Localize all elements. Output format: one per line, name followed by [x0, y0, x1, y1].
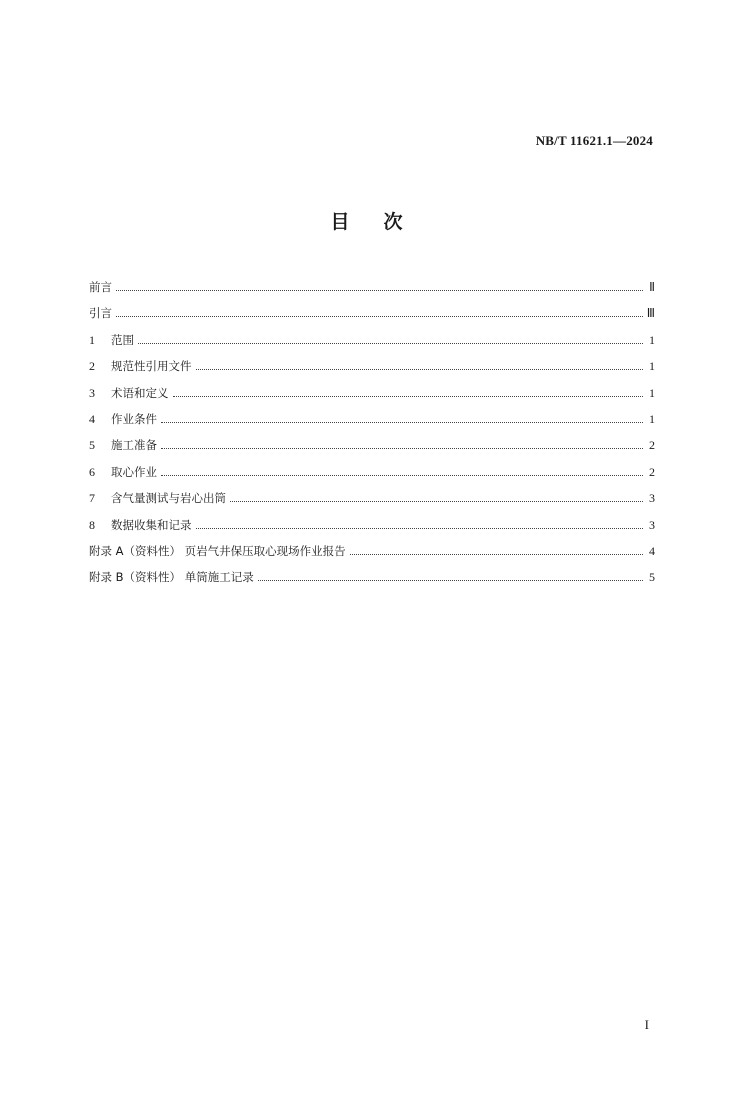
toc-dot-leader — [350, 554, 643, 555]
toc-entry-page: 3 — [649, 491, 655, 506]
toc-entry-number: 6 — [89, 464, 95, 479]
toc-entry-number: 3 — [89, 385, 95, 400]
toc-entry-introduction[interactable] — [89, 305, 655, 331]
toc-entry-page: 2 — [649, 438, 655, 453]
toc-entry-page: 1 — [649, 332, 655, 347]
toc-entry-page: Ⅱ — [649, 280, 655, 294]
page-number: I — [644, 1017, 649, 1032]
toc-entry-number: 4 — [89, 411, 95, 426]
toc-title: 目次 — [330, 211, 437, 233]
toc-entry-foreword[interactable] — [89, 279, 655, 305]
toc-entry-construction-preparation[interactable] — [89, 437, 655, 463]
toc-entry-label: 前言 — [89, 280, 112, 294]
toc-entry-page: 5 — [649, 570, 655, 585]
toc-entry-label: 含气量测试与岩心出筒 — [111, 491, 226, 506]
toc-entry-label: 规范性引用文件 — [111, 359, 192, 374]
toc-entry-number: 1 — [89, 332, 95, 347]
toc-entry-page: Ⅲ — [646, 306, 655, 321]
toc-dot-leader — [196, 528, 644, 529]
toc-entry-page: 1 — [649, 385, 655, 400]
toc-entry-operating-conditions[interactable] — [89, 411, 655, 437]
toc-dot-leader — [116, 290, 643, 291]
toc-entry-label: 施工准备 — [111, 438, 157, 453]
document-number: NB/T 11621.1—2024 — [535, 133, 653, 148]
table-of-contents — [89, 279, 655, 596]
toc-dot-leader — [258, 580, 643, 581]
toc-entry-page: 3 — [649, 517, 655, 532]
toc-dot-leader — [161, 448, 643, 449]
toc-entry-label: 范围 — [111, 332, 134, 347]
toc-dot-leader — [161, 422, 643, 423]
toc-entry-number: 2 — [89, 359, 95, 374]
toc-dot-leader — [161, 475, 643, 476]
toc-entry-data-collection[interactable] — [89, 517, 655, 543]
toc-entry-appendix-a[interactable] — [89, 543, 655, 569]
toc-entry-page: 1 — [649, 411, 655, 426]
toc-entry-appendix-b[interactable] — [89, 569, 655, 595]
toc-entry-label: 术语和定义 — [111, 385, 169, 400]
toc-entry-page: 2 — [649, 464, 655, 479]
toc-entry-label: 取心作业 — [111, 464, 157, 479]
toc-entry-label: 作业条件 — [111, 411, 157, 426]
toc-dot-leader — [196, 369, 644, 370]
toc-entry-number: 7 — [89, 491, 95, 506]
toc-entry-gas-content-test[interactable] — [89, 490, 655, 516]
toc-entry-number: 5 — [89, 438, 95, 453]
toc-entry-page: 4 — [649, 543, 655, 558]
toc-entry-scope[interactable] — [89, 332, 655, 358]
toc-entry-terms-definitions[interactable] — [89, 385, 655, 411]
toc-entry-number: 8 — [89, 517, 95, 532]
toc-dot-leader — [230, 501, 643, 502]
toc-entry-label: 附录 A（资料性） 页岩气井保压取心现场作业报告 — [89, 543, 346, 558]
toc-entry-coring-operation[interactable] — [89, 464, 655, 490]
toc-entry-normative-references[interactable] — [89, 358, 655, 384]
toc-dot-leader — [138, 343, 643, 344]
toc-dot-leader — [173, 396, 644, 397]
toc-entry-label: 附录 B（资料性） 单筒施工记录 — [89, 570, 254, 585]
toc-dot-leader — [116, 316, 643, 317]
toc-entry-label: 数据收集和记录 — [111, 517, 192, 532]
toc-entry-page: 1 — [649, 359, 655, 374]
toc-entry-label: 引言 — [89, 306, 112, 321]
